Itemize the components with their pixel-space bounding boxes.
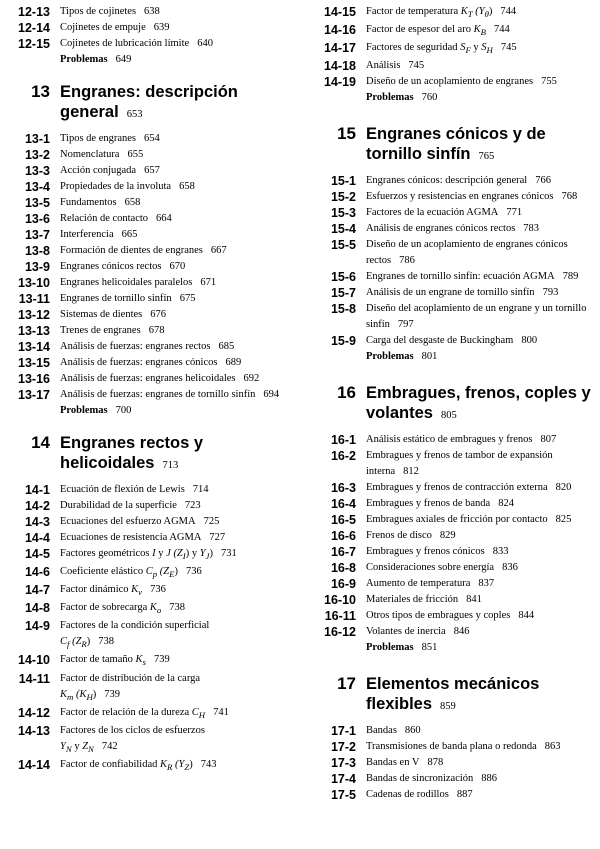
toc-entry-13-3[interactable]: 13-3 Acción conjugada 657	[24, 164, 160, 178]
toc-entry-14-8[interactable]: 14-8 Factor de sobrecarga $K_o$ 738	[24, 601, 186, 616]
chapter-heading-16[interactable]: 16 Embragues, frenos, coples y volantes 805	[337, 383, 591, 423]
toc-entry-13-10[interactable]: 13-10 Engranes helicoidales paralelos 671	[18, 276, 217, 290]
toc-entry-14-4[interactable]: 14-4 Ecuaciones de resistencia AGMA 727	[24, 531, 226, 545]
toc-entry-14-13[interactable]: 14-13 Factores de los ciclos de esfuerzos $Y_N$ y $Z_N$ 742	[18, 723, 205, 754]
toc-entry-16-6[interactable]: 16-6 Frenos de disco 829	[330, 529, 456, 544]
problems-entry-16[interactable]: Problemas 851	[366, 642, 438, 654]
toc-entry-15-1[interactable]: 15-1 Engranes cónicos: descripción general 766	[330, 174, 551, 189]
toc-entry-13-7[interactable]: 13-7 Interferencia 665	[24, 228, 138, 242]
toc-entry-16-5[interactable]: 16-5 Embragues axiales de fricción por contacto 825	[330, 513, 572, 528]
left-column	[0, 0, 300, 775]
toc-entry-14-19[interactable]: 14-19 Diseño de un acoplamiento de engranes 755	[324, 75, 557, 90]
toc-entry-15-8[interactable]: 15-8 Diseño del acoplamiento de un engrane y un tornillo sinfín 797	[330, 302, 587, 331]
toc-entry-16-7[interactable]: 16-7 Embragues y frenos cónicos 833	[330, 545, 509, 560]
toc-entry-15-9[interactable]: 15-9 Carga del desgaste de Buckingham 800	[330, 334, 538, 349]
toc-entry-13-6[interactable]: 13-6 Relación de contacto 664	[24, 212, 172, 226]
toc-entry-15-2[interactable]: 15-2 Esfuerzos y resistencias en engranes cónicos 768	[330, 190, 578, 205]
toc-entry-13-12[interactable]: 13-12 Sistemas de dientes 676	[18, 308, 166, 322]
toc-entry-13-9[interactable]: 13-9 Engranes cónicos rectos 670	[24, 260, 186, 274]
toc-entry-16-2[interactable]: 16-2 Embragues y frenos de tambor de expansión interna 812	[330, 449, 553, 478]
toc-entry-17-5[interactable]: 17-5 Cadenas de rodillos 887	[330, 788, 473, 803]
toc-entry-14-11[interactable]: 14-11 Factor de distribución de la carga $K_m$ $(K_H)$ 739	[18, 671, 201, 702]
toc-entry-15-3[interactable]: 15-3 Factores de la ecuación AGMA 771	[330, 206, 523, 221]
problems-entry-15[interactable]: Problemas 801	[366, 351, 438, 363]
toc-entry-13-4[interactable]: 13-4 Propiedades de la involuta 658	[24, 180, 195, 194]
toc-entry-13-2[interactable]: 13-2 Nomenclatura 655	[24, 148, 144, 162]
toc-entry-14-7[interactable]: 14-7 Factor dinámico $K_v$ 736	[24, 583, 166, 598]
toc-entry-14-17[interactable]: 14-17 Factores de seguridad $S_F$ y $S_H$ 745	[324, 41, 517, 56]
toc-entry-14-16[interactable]: 14-16 Factor de espesor del aro $K_B$ 744	[324, 23, 510, 38]
toc-entry-17-1[interactable]: 17-1 Bandas 860	[330, 724, 421, 739]
toc-entry-16-10[interactable]: 16-10 Materiales de fricción 841	[324, 593, 482, 608]
toc-entry-12-13[interactable]: 12-13 Tipos de cojinetes 638	[18, 5, 160, 19]
toc-entry-13-14[interactable]: 13-14 Análisis de fuerzas: engranes rectos 685	[18, 340, 235, 354]
toc-entry-15-6[interactable]: 15-6 Engranes de tornillo sinfín: ecuación AGMA 789	[330, 270, 579, 285]
chapter-heading-17[interactable]: 17 Elementos mecánicos flexibles 859	[337, 674, 540, 714]
toc-entry-12-14[interactable]: 12-14 Cojinetes de empuje 639	[18, 21, 170, 35]
toc-entry-13-16[interactable]: 13-16 Análisis de fuerzas: engranes helicoidales 692	[18, 372, 260, 386]
right-column	[306, 0, 600, 803]
toc-entry-14-1[interactable]: 14-1 Ecuación de flexión de Lewis 714	[24, 483, 209, 497]
toc-entry-12-15[interactable]: 12-15 Cojinetes de lubricación límite 640	[18, 37, 213, 51]
toc-entry-16-3[interactable]: 16-3 Embragues y frenos de contracción externa 820	[330, 481, 572, 496]
toc-entry-13-5[interactable]: 13-5 Fundamentos 658	[24, 196, 141, 210]
toc-entry-14-6[interactable]: 14-6 Coeficiente elástico $C_p$ $(Z_E)$ 736	[24, 565, 202, 580]
toc-entry-14-12[interactable]: 14-12 Factor de relación de la dureza $C_H$ 741	[18, 705, 229, 720]
toc-entry-13-15[interactable]: 13-15 Análisis de fuerzas: engranes cónicos 689	[18, 356, 242, 370]
toc-entry-13-17[interactable]: 13-17 Análisis de fuerzas: engranes de tornillo sinfín 694	[18, 388, 280, 402]
toc-entry-16-11[interactable]: 16-11 Otros tipos de embragues y coples 844	[324, 609, 535, 624]
chapter-heading-13[interactable]: 13 Engranes: descripción general 653	[31, 82, 238, 121]
toc-entry-16-1[interactable]: 16-1 Análisis estático de embragues y frenos 807	[330, 433, 557, 448]
toc-entry-17-2[interactable]: 17-2 Transmisiones de banda plana o redonda 863	[330, 740, 561, 755]
problems-entry-14[interactable]: Problemas 760	[366, 92, 438, 104]
toc-entry-13-1[interactable]: 13-1 Tipos de engranes 654	[24, 132, 160, 146]
toc-entry-14-5[interactable]: 14-5 Factores geométricos I y J $(Z_I)$ y $Y_J$) 731	[24, 547, 237, 562]
toc-entry-15-5[interactable]: 15-5 Diseño de un acoplamiento de engranes cónicos rectos 786	[330, 238, 568, 267]
toc-entry-17-3[interactable]: 17-3 Bandas en V 878	[330, 756, 444, 771]
toc-entry-14-14[interactable]: 14-14 Factor de confiabilidad $K_R$ $(Y_Z)$ 743	[18, 757, 217, 772]
toc-entry-13-13[interactable]: 13-13 Trenes de engranes 678	[18, 324, 165, 338]
chapter-heading-15[interactable]: 15 Engranes cónicos y de tornillo sinfín 765	[337, 124, 546, 164]
toc-entry-13-8[interactable]: 13-8 Formación de dientes de engranes 667	[24, 244, 227, 258]
toc-entry-14-2[interactable]: 14-2 Durabilidad de la superficie 723	[24, 499, 201, 513]
problems-entry-13[interactable]: Problemas 700	[60, 405, 132, 416]
chapter-heading-14[interactable]: 14 Engranes rectos y helicoidales 713	[31, 433, 204, 472]
toc-entry-16-12[interactable]: 16-12 Volantes de inercia 846	[324, 625, 470, 640]
toc-entry-14-3[interactable]: 14-3 Ecuaciones del esfuerzo AGMA 725	[24, 515, 220, 529]
toc-entry-14-15[interactable]: 14-15 Factor de temperatura $K_T$ $(Y_\theta)$ 744	[324, 5, 517, 20]
problems-entry-12[interactable]: Problemas 649	[60, 54, 132, 65]
toc-entry-15-7[interactable]: 15-7 Análisis de un engrane de tornillo sinfín 793	[330, 286, 559, 301]
toc-entry-14-9[interactable]: 14-9 Factores de la condición superficial $C_f$ $(Z_R)$ 738	[24, 619, 210, 650]
toc-entry-14-10[interactable]: 14-10 Factor de tamaño $K_s$ 739	[18, 653, 170, 668]
toc-entry-17-4[interactable]: 17-4 Bandas de sincronización 886	[330, 772, 498, 787]
toc-entry-16-8[interactable]: 16-8 Consideraciones sobre energía 836	[330, 561, 518, 576]
toc-entry-16-9[interactable]: 16-9 Aumento de temperatura 837	[330, 577, 495, 592]
toc-entry-13-11[interactable]: 13-11 Engranes de tornillo sinfín 675	[18, 292, 196, 306]
toc-entry-15-4[interactable]: 15-4 Análisis de engranes cónicos rectos 783	[330, 222, 540, 237]
toc-entry-14-18[interactable]: 14-18 Análisis 745	[324, 59, 425, 74]
toc-entry-16-4[interactable]: 16-4 Embragues y frenos de banda 824	[330, 497, 514, 512]
